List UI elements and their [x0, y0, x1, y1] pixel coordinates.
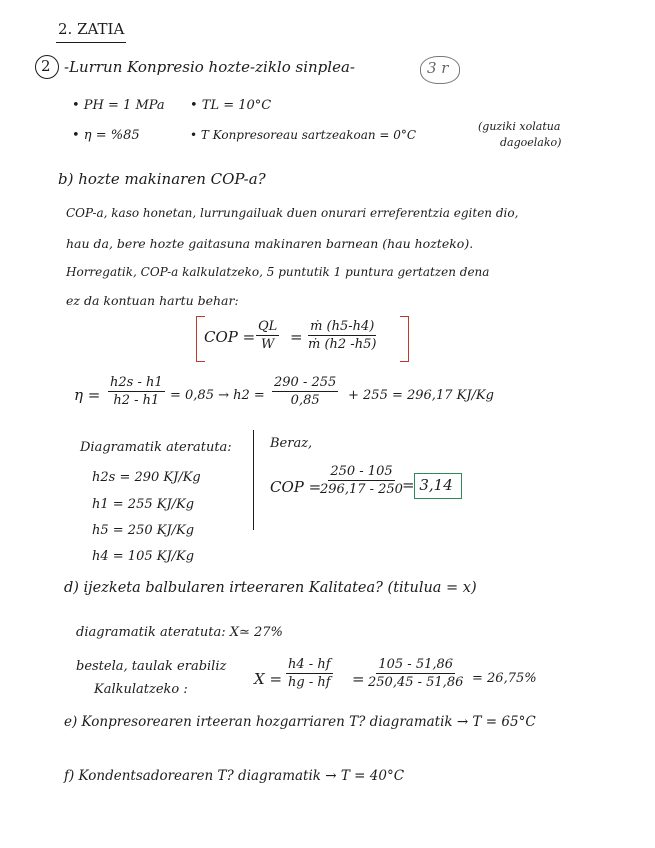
x-equals: =	[352, 670, 365, 688]
x-label: X =	[254, 670, 283, 688]
score-mark: 3 r	[427, 59, 449, 77]
part-b-line3: Horregatik, COP-a kalkulatzeko, 5 puntutik 1 puntura gertatzen dena	[66, 265, 490, 279]
problem-title: -Lurrun Konpresio hozte-ziklo sinplea-	[64, 58, 355, 76]
part-b-line2: hau da, bere hozte gaitasuna makinaren barnean (hau hozteko).	[66, 236, 474, 251]
red-bracket-right	[400, 316, 409, 362]
eta-label: η =	[74, 386, 101, 404]
diagram-label: Diagramatik ateratuta:	[80, 440, 232, 455]
section-title: 2. ZATIA	[58, 20, 125, 38]
cop-numerator-ql: QL	[258, 319, 278, 334]
cop-final-label: COP =	[270, 478, 322, 496]
x-result: = 26,75%	[472, 671, 537, 686]
part-b-line4: ez da kontuan hartu behar:	[66, 293, 239, 308]
cop-fraction-ql-w	[256, 318, 279, 353]
given-pressure: • PH = 1 MPa	[72, 98, 165, 113]
eta-numerator: h2s - h1	[110, 375, 163, 390]
given-note-line1: (guziki xolatua	[478, 120, 561, 133]
h2-fraction	[272, 374, 338, 409]
x-numerator-symbolic: h4 - hf	[288, 657, 331, 672]
value-h5: h5 = 250 KJ/Kg	[92, 523, 195, 538]
h2-denominator: 0,85	[290, 393, 320, 408]
cop-numerator-m: ṁ (h5-h4)	[310, 319, 375, 334]
part-b-line1: COP-a, kaso honetan, lurrungailuak duen onurari erreferentzia egiten dio,	[66, 206, 519, 220]
problem-number: 2	[41, 57, 51, 75]
part-e-text: e) Konpresorearen irteeran hozgarriaren T? diagramatik → T = 65°C	[64, 714, 536, 730]
x-denominator-numeric: 250,45 - 51,86	[368, 675, 464, 690]
value-h4: h4 = 105 KJ/Kg	[92, 549, 195, 564]
beraz-label: Beraz,	[270, 436, 313, 451]
x-numerator-numeric: 105 - 51,86	[378, 657, 454, 672]
given-note-line2: dagoelako)	[500, 136, 562, 149]
part-f-text: f) Kondentsadorearen T? diagramatik → T = 40°C	[64, 768, 405, 784]
part-d-bestela-line1: bestela, taulak erabiliz	[76, 659, 227, 674]
cop-equals: =	[290, 328, 303, 346]
h2-numerator: 290 - 255	[274, 375, 337, 390]
eta-fraction	[108, 374, 165, 409]
x-fraction-symbolic	[286, 656, 333, 691]
eta-denominator: h2 - h1	[113, 393, 160, 408]
cop-fraction-mass	[306, 318, 378, 353]
cop-denominator-w: W	[260, 337, 275, 352]
given-temperature-low: • TL = 10°C	[190, 98, 272, 113]
part-b-question: b) hozte makinaren COP-a?	[58, 170, 266, 188]
eta-arrow-h2: = 0,85 → h2 =	[170, 388, 265, 403]
vertical-divider	[253, 430, 254, 530]
part-d-bestela-line2: Kalkulatzeko :	[94, 682, 188, 697]
title-underline	[56, 42, 126, 43]
value-h2s: h2s = 290 KJ/Kg	[92, 470, 201, 485]
given-efficiency: • η = %85	[72, 128, 140, 143]
cop-formula-label: COP =	[204, 328, 256, 346]
cop-final-denominator: 296,17 - 250	[320, 482, 403, 497]
x-fraction-numeric	[366, 656, 465, 691]
part-d-question: d) ijezketa balbularen irteeraren Kalitatea? (titulua = x)	[64, 580, 477, 596]
cop-final-result: = 3,14	[402, 476, 453, 494]
cop-final-numerator: 250 - 105	[330, 464, 393, 479]
given-compressor-inlet-temp: • T Konpresoreau sartzeakoan = 0°C	[190, 128, 417, 142]
cop-final-fraction	[318, 463, 405, 498]
cop-denominator-m: ṁ (h2 -h5)	[308, 337, 377, 352]
part-d-diagram: diagramatik ateratuta: X≃ 27%	[76, 625, 283, 640]
x-denominator-symbolic: hg - hf	[288, 675, 331, 690]
h2-result: + 255 = 296,17 KJ/Kg	[348, 388, 494, 403]
value-h1: h1 = 255 KJ/Kg	[92, 497, 195, 512]
